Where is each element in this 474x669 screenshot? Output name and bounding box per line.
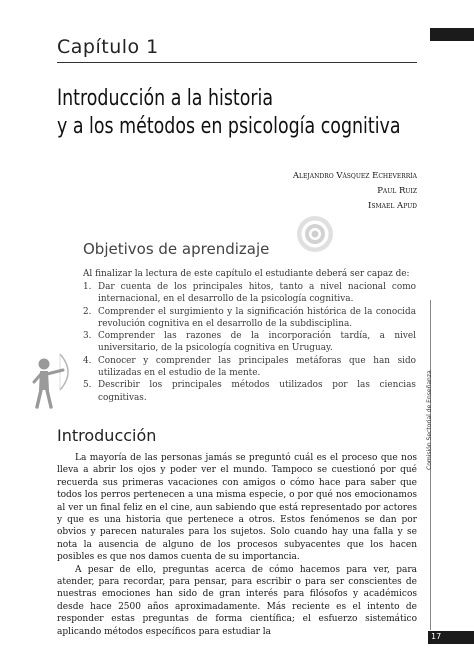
paragraph: La mayoría de las personas jamás se preguntó cuál es el proceso que nos lleva a abrir los ojos y poder ver el mundo. Tampoco se cuestionó por qué recuerda sus primeras vacaciones con amigos o cómo hace para saber que todos los perros pertenecen a una misma especie, o por qué nos emocionamos al ver un final feliz en el cine, aun sabiendo que está representado por actores y que es una historia que pertenece a otros. Estos fenómenos se dan por obvios y parecen naturales para los sujetos. Solo cuando hay una falla y se nota la ausencia de alguno de los procesos subyacentes que los hacen posibles es que nos damos cuenta de su importancia. [57, 453, 417, 563]
list-text: Comprender el surgimiento y la significación histórica de la conocida revolución cognitiva en el desarrollo de la subdisciplina. [98, 306, 416, 329]
list-item [83, 330, 416, 355]
author-name: Ismael Apud [368, 201, 417, 211]
list-text: Conocer y comprender las principales metáforas que han sido utilizadas en el estudio de la mente. [98, 355, 416, 379]
chapter-divider [57, 62, 417, 63]
list-item [83, 355, 416, 380]
author-name: Paul Ruiz [377, 186, 417, 196]
objectives-intro: Al finalizar la lectura de este capítulo el estudiante deberá ser capaz de: [83, 269, 410, 279]
chapter-title [57, 85, 401, 141]
list-text: Comprender las razones de la incorporación tardía, a nivel universitario, de la psicología cognitiva en Uruguay. [98, 331, 416, 354]
list-number: 3. [83, 331, 92, 342]
author-name: Alejandro Vásquez Echeverría [292, 171, 417, 181]
author-list [293, 169, 417, 214]
title-line-2: y a los métodos en psicología cognitiva [57, 114, 401, 139]
target-icon [296, 215, 334, 253]
list-text: Describir los principales métodos utilizados por las ciencias cognitivas. [98, 380, 416, 403]
chapter-marker-bar [430, 28, 474, 41]
sidebar-label: Comisión Sectorial de Enseñanza [426, 370, 433, 470]
page-number: 17 [431, 632, 442, 641]
paragraph: A pesar de ello, preguntas acerca de cómo hacemos para ver, para atender, para recordar, para pensar, para escribir o para ser conscientes de nuestras emociones han sido de gran interés para filósofos y académicos desde hace 2500 años aproximadamente. Más reciente es el intento de responder estas preguntas de forma científica; el esfuerzo sistemático aplicando métodos específicos para estudiar la [57, 564, 417, 637]
list-number: 4. [83, 355, 92, 366]
chapter-label: Capítulo 1 [57, 36, 159, 58]
objectives-heading: Objetivos de aprendizaje [83, 240, 270, 258]
list-number: 5. [83, 380, 92, 391]
list-number: 2. [83, 306, 92, 317]
objectives-list [83, 281, 416, 404]
archer-figure-icon [30, 350, 78, 410]
list-number: 1. [83, 282, 92, 292]
introduction-heading: Introducción [57, 426, 157, 445]
introduction-body [57, 452, 417, 638]
list-item [83, 306, 416, 331]
list-item [83, 379, 416, 404]
list-text: Dar cuenta de los principales hitos, tanto a nivel nacional como internacional, en el desarrollo de la psicología cognitiva. [98, 282, 416, 305]
list-item [83, 281, 416, 306]
title-line-1: Introducción a la historia [57, 86, 274, 111]
